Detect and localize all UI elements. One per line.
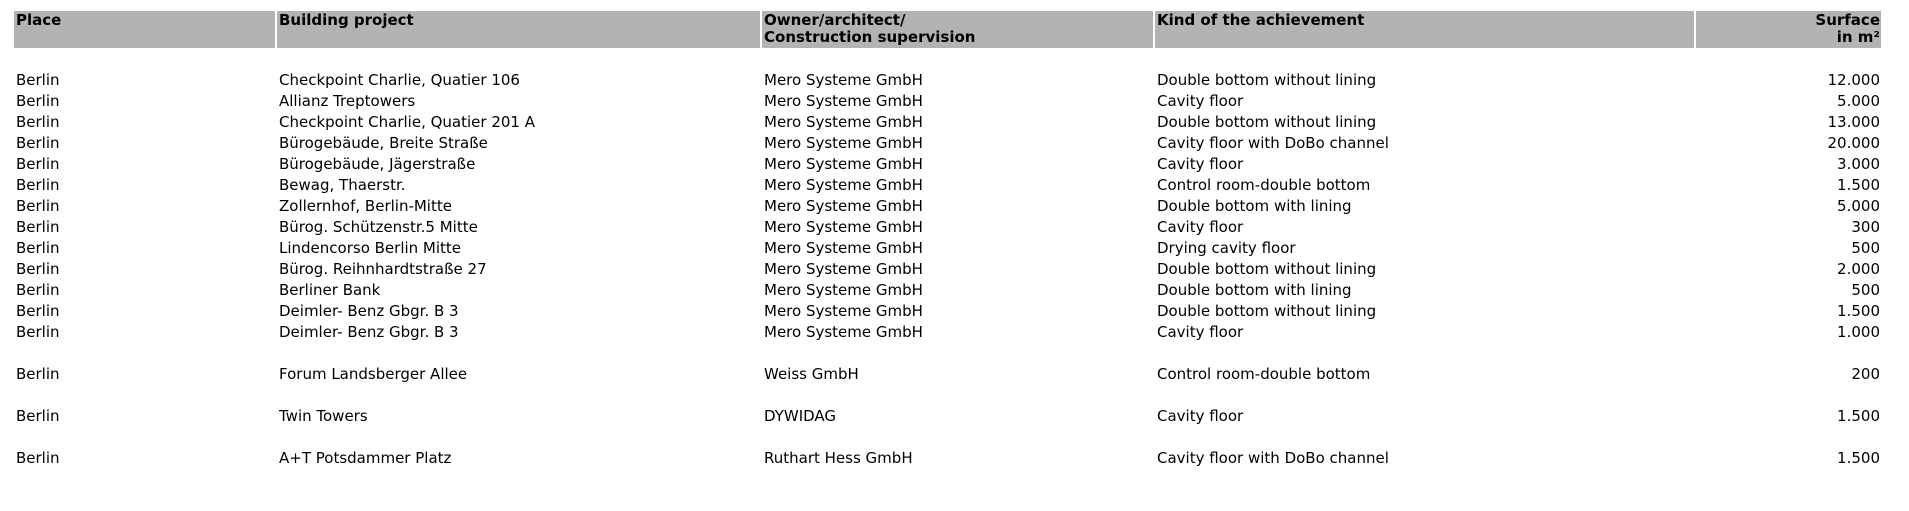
cell-place: Berlin — [16, 176, 60, 194]
spacer-row — [14, 343, 1881, 364]
cell-owner: Mero Systeme GmbH — [764, 323, 923, 341]
cell-surface: 500 — [1851, 281, 1880, 299]
cell-project: Deimler- Benz Gbgr. B 3 — [279, 323, 459, 341]
table-body — [14, 48, 1881, 469]
cell-owner: Mero Systeme GmbH — [764, 92, 923, 110]
cell-surface: 300 — [1851, 218, 1880, 236]
cell-owner: Ruthart Hess GmbH — [764, 449, 913, 467]
cell-kind: Control room-double bottom — [1157, 365, 1371, 383]
cell-kind: Cavity floor — [1157, 407, 1244, 425]
cell-kind: Cavity floor — [1157, 323, 1244, 341]
cell-project: Bürog. Schützenstr.5 Mitte — [279, 218, 478, 236]
table-row — [14, 322, 1881, 343]
cell-project: A+T Potsdammer Platz — [279, 449, 452, 467]
cell-surface: 1.000 — [1837, 323, 1880, 341]
cell-owner: Mero Systeme GmbH — [764, 113, 923, 131]
cell-surface: 1.500 — [1837, 176, 1880, 194]
cell-place: Berlin — [16, 218, 60, 236]
cell-place: Berlin — [16, 134, 60, 152]
spacer-row — [14, 48, 1881, 70]
table-row — [14, 133, 1881, 154]
cell-kind: Drying cavity floor — [1157, 239, 1296, 257]
cell-owner: Mero Systeme GmbH — [764, 260, 923, 278]
cell-kind: Cavity floor with DoBo channel — [1157, 134, 1389, 152]
cell-project: Checkpoint Charlie, Quatier 201 A — [279, 113, 535, 131]
cell-place: Berlin — [16, 281, 60, 299]
cell-project: Forum Landsberger Allee — [279, 365, 468, 383]
cell-place: Berlin — [16, 155, 60, 173]
table-row — [14, 406, 1881, 427]
table-row — [14, 301, 1881, 322]
cell-place: Berlin — [16, 365, 60, 383]
cell-surface: 3.000 — [1837, 155, 1880, 173]
cell-project: Bürogebäude, Jägerstraße — [279, 155, 476, 173]
cell-project: Berliner Bank — [279, 281, 381, 299]
table-row — [14, 238, 1881, 259]
cell-project: Lindencorso Berlin Mitte — [279, 239, 462, 257]
table-row — [14, 217, 1881, 238]
reference-table — [12, 11, 1883, 469]
cell-surface: 1.500 — [1837, 407, 1880, 425]
cell-place: Berlin — [16, 449, 60, 467]
cell-project: Allianz Treptowers — [279, 92, 416, 110]
cell-project: Bürog. Reihnhardtstraße 27 — [279, 260, 487, 278]
cell-place: Berlin — [16, 323, 60, 341]
cell-surface: 1.500 — [1837, 302, 1880, 320]
table-row — [14, 448, 1881, 469]
cell-place: Berlin — [16, 197, 60, 215]
cell-project: Zollernhof, Berlin-Mitte — [279, 197, 452, 215]
cell-kind: Double bottom with lining — [1157, 281, 1352, 299]
header-building-project: Building project — [277, 11, 760, 48]
cell-owner: Mero Systeme GmbH — [764, 155, 923, 173]
cell-surface: 12.000 — [1827, 71, 1880, 89]
cell-kind: Double bottom with lining — [1157, 197, 1352, 215]
header-owner: Owner/architect/ Construction supervision — [762, 11, 1153, 48]
table-row — [14, 196, 1881, 217]
cell-project: Bewag, Thaerstr. — [279, 176, 406, 194]
cell-place: Berlin — [16, 407, 60, 425]
table-row — [14, 280, 1881, 301]
cell-owner: Mero Systeme GmbH — [764, 218, 923, 236]
cell-project: Bürogebäude, Breite Straße — [279, 134, 488, 152]
cell-surface: 20.000 — [1827, 134, 1880, 152]
cell-place: Berlin — [16, 71, 60, 89]
cell-place: Berlin — [16, 92, 60, 110]
cell-owner: Mero Systeme GmbH — [764, 176, 923, 194]
cell-kind: Cavity floor — [1157, 155, 1244, 173]
cell-owner: DYWIDAG — [764, 407, 837, 425]
spacer-row — [14, 427, 1881, 448]
cell-surface: 1.500 — [1837, 449, 1880, 467]
cell-kind: Control room-double bottom — [1157, 176, 1371, 194]
cell-surface: 200 — [1851, 365, 1880, 383]
cell-owner: Mero Systeme GmbH — [764, 302, 923, 320]
table-row — [14, 364, 1881, 385]
header-surface: Surface in m² — [1696, 11, 1881, 48]
cell-project: Checkpoint Charlie, Quatier 106 — [279, 71, 520, 89]
header-row — [14, 11, 1881, 48]
table-row — [14, 112, 1881, 133]
table-row — [14, 154, 1881, 175]
cell-owner: Mero Systeme GmbH — [764, 281, 923, 299]
cell-kind: Double bottom without lining — [1157, 71, 1377, 89]
spacer-row — [14, 385, 1881, 406]
cell-owner: Mero Systeme GmbH — [764, 134, 923, 152]
cell-owner: Weiss GmbH — [764, 365, 859, 383]
cell-surface: 13.000 — [1827, 113, 1880, 131]
cell-project: Deimler- Benz Gbgr. B 3 — [279, 302, 459, 320]
cell-place: Berlin — [16, 113, 60, 131]
header-place: Place — [14, 11, 275, 48]
cell-kind: Cavity floor — [1157, 92, 1244, 110]
cell-surface: 500 — [1851, 239, 1880, 257]
cell-kind: Double bottom without lining — [1157, 113, 1377, 131]
cell-owner: Mero Systeme GmbH — [764, 239, 923, 257]
cell-place: Berlin — [16, 302, 60, 320]
cell-place: Berlin — [16, 260, 60, 278]
table-row — [14, 70, 1881, 91]
cell-place: Berlin — [16, 239, 60, 257]
cell-owner: Mero Systeme GmbH — [764, 71, 923, 89]
cell-surface: 2.000 — [1837, 260, 1880, 278]
table-row — [14, 175, 1881, 196]
cell-kind: Cavity floor with DoBo channel — [1157, 449, 1389, 467]
cell-kind: Cavity floor — [1157, 218, 1244, 236]
table-row — [14, 259, 1881, 280]
cell-owner: Mero Systeme GmbH — [764, 197, 923, 215]
cell-surface: 5.000 — [1837, 197, 1880, 215]
cell-kind: Double bottom without lining — [1157, 302, 1377, 320]
header-kind-of-achievement: Kind of the achievement — [1155, 11, 1694, 48]
cell-kind: Double bottom without lining — [1157, 260, 1377, 278]
cell-project: Twin Towers — [279, 407, 368, 425]
cell-surface: 5.000 — [1837, 92, 1880, 110]
table-row — [14, 91, 1881, 112]
